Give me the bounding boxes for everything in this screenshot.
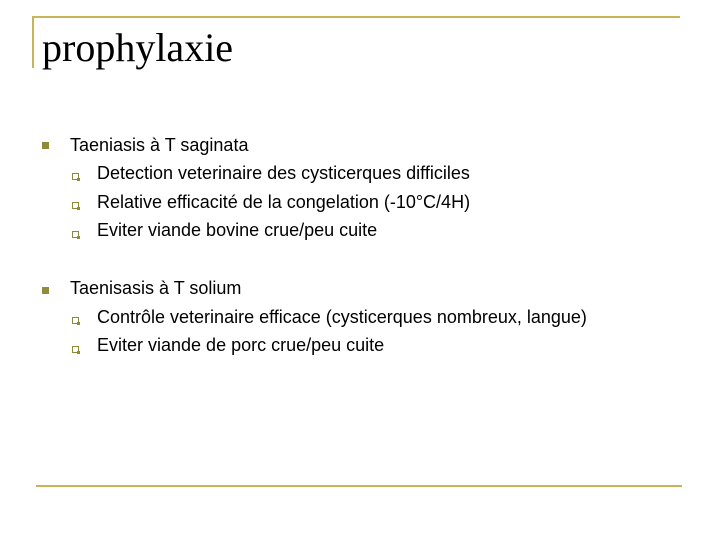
list-item: Eviter viande bovine crue/peu cuite — [97, 220, 378, 240]
section-heading: Taenisasis à T solium — [70, 278, 242, 298]
item-bullet-icon — [72, 317, 79, 324]
item-bullet-icon — [72, 231, 79, 238]
list-item: Detection veterinaire des cysticerques difficiles — [97, 163, 470, 183]
section-bullet-icon — [42, 287, 49, 294]
list-item: Contrôle veterinaire efficace (cysticerques nombreux, langue) — [97, 307, 587, 327]
item-bullet-icon — [72, 202, 79, 209]
slide-title: prophylaxie — [42, 25, 234, 70]
list-item: Eviter viande de porc crue/peu cuite — [97, 335, 385, 355]
section-heading: Taeniasis à T saginata — [70, 135, 249, 155]
item-bullet-icon — [72, 173, 79, 180]
section-bullet-icon — [42, 142, 49, 149]
list-item: Relative efficacité de la congelation (-10°C/4H) — [97, 192, 471, 212]
item-bullet-icon — [72, 346, 79, 353]
